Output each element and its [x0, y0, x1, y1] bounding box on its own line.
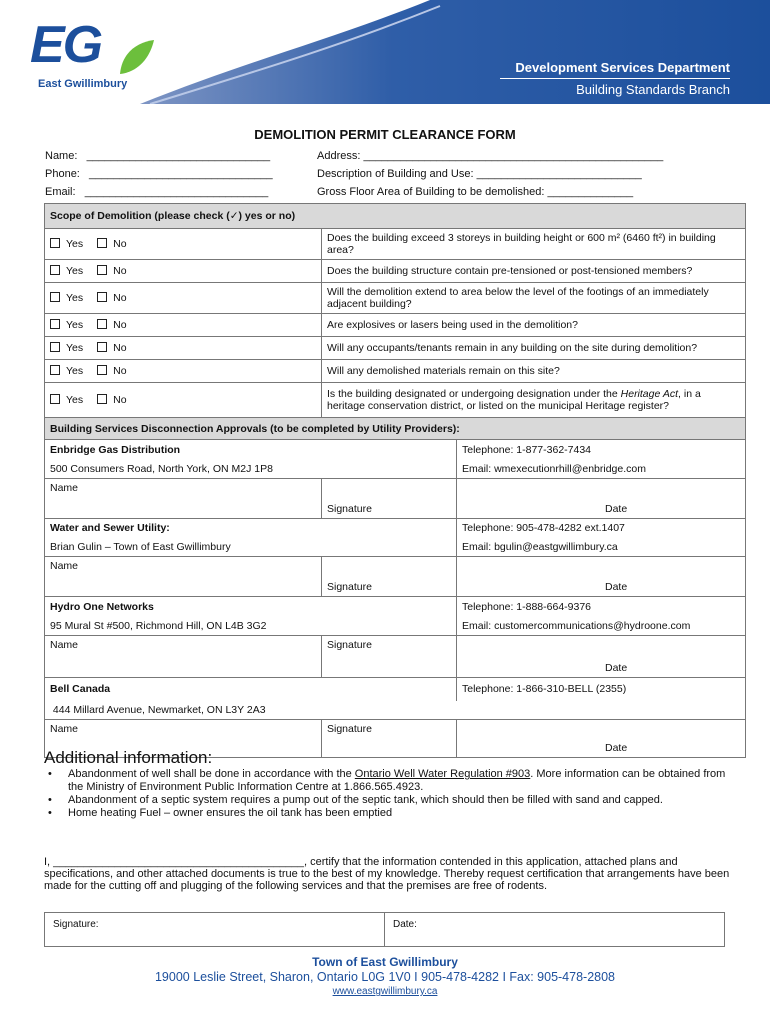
footer-town: Town of East Gwillimbury — [312, 955, 458, 969]
logo-letters: EG — [30, 16, 102, 74]
provider-name: Enbridge Gas Distribution — [45, 440, 457, 460]
provider-address: Brian Gulin – Town of East Gwillimbury — [45, 538, 457, 557]
utility-date-field[interactable]: Date — [457, 478, 746, 518]
scope-question: Will the demolition extend to area below the level of the footings of an immediately adjacent building? — [322, 283, 746, 314]
utility-signature-field[interactable]: Signature — [322, 557, 457, 597]
provider-phone: Telephone: 1-877-362-7434 — [457, 440, 746, 460]
provider-name: Water and Sewer Utility: — [45, 518, 457, 538]
provider-email: Email: wmexecutionrhill@enbridge.com — [457, 460, 746, 479]
date-field[interactable]: Date: — [393, 919, 417, 930]
utility-date-field[interactable]: Date — [457, 557, 746, 597]
utility-sign-row — [45, 635, 746, 677]
provider-email: Email: bgulin@eastgwillimbury.ca — [457, 538, 746, 557]
yes-no-choice: Yes No — [45, 229, 322, 260]
yes-no-choice: Yes No — [45, 260, 322, 283]
department-title: Development Services Department — [515, 60, 730, 75]
address-field[interactable]: Address: _________________________________________________ — [317, 150, 664, 162]
provider-phone: Telephone: 905-478-4282 ext.1407 — [457, 518, 746, 538]
yes-no-choice: Yes No — [45, 314, 322, 337]
scope-row — [45, 360, 746, 383]
no-checkbox[interactable] — [97, 365, 107, 375]
no-checkbox[interactable] — [97, 265, 107, 275]
scope-row — [45, 314, 746, 337]
utility-row — [45, 677, 746, 701]
utilities-heading: Building Services Disconnection Approvals (to be completed by Utility Providers): — [45, 418, 746, 440]
utility-name-field[interactable]: Name — [45, 635, 322, 677]
utility-row — [45, 538, 746, 557]
scope-question: Are explosives or lasers being used in the demolition? — [322, 314, 746, 337]
no-checkbox[interactable] — [97, 394, 107, 404]
additional-info-title: Additional information: — [44, 748, 213, 767]
provider-name: Hydro One Networks — [45, 597, 457, 617]
additional-info-list — [48, 768, 738, 820]
scope-row — [45, 260, 746, 283]
email-field[interactable]: Email: ______________________________ — [45, 186, 269, 198]
yes-checkbox[interactable] — [50, 238, 60, 248]
footer-website-link[interactable]: www.eastgwillimbury.ca — [332, 986, 438, 997]
name-field[interactable]: Name: ______________________________ — [45, 150, 271, 162]
leaf-icon — [116, 38, 156, 78]
utility-row — [45, 518, 746, 538]
regulation-link[interactable]: Ontario Well Water Regulation #903 — [354, 768, 531, 780]
yes-checkbox[interactable] — [50, 365, 60, 375]
utility-row — [45, 597, 746, 617]
provider-address: 500 Consumers Road, North York, ON M2J 1P8 — [45, 460, 457, 479]
list-item: • Abandonment of a septic system requires a pump out of the septic tank, which should then be filled with sand and capped. — [48, 794, 738, 807]
scope-question-heritage: Is the building designated or undergoing designation under the Heritage Act, in a heritage conservation district, or listed on the municipal Heritage register? — [322, 383, 746, 418]
list-item: • Home heating Fuel – owner ensures the oil tank has been emptied — [48, 807, 738, 820]
clearance-table — [44, 203, 746, 758]
utility-date-field[interactable]: Date — [457, 720, 746, 758]
yes-no-choice: Yes No — [45, 383, 322, 418]
provider-address: 444 Millard Avenue, Newmarket, ON L3Y 2A3 — [45, 701, 746, 720]
utility-name-field[interactable]: Name — [45, 720, 322, 758]
yes-checkbox[interactable] — [50, 342, 60, 352]
yes-no-choice: Yes No — [45, 337, 322, 360]
yes-checkbox[interactable] — [50, 319, 60, 329]
list-item: • Abandonment of well shall be done in accordance with the Ontario Well Water Regulation #903. More information can be obtained from the Ministry of Environment Public Information Centre at 1.866.565.4923. — [48, 768, 738, 794]
scope-heading: Scope of Demolition (please check (✓) yes or no) — [45, 204, 746, 229]
form-title: DEMOLITION PERMIT CLEARANCE FORM — [254, 127, 516, 142]
scope-question: Will any occupants/tenants remain in any building on the site during demolition? — [322, 337, 746, 360]
yes-no-choice: Yes No — [45, 360, 322, 383]
utility-sign-row — [45, 478, 746, 518]
utility-signature-field[interactable]: Signature — [322, 478, 457, 518]
phone-field[interactable]: Phone: ______________________________ — [45, 168, 273, 180]
provider-name: Bell Canada — [45, 677, 457, 701]
utility-row — [45, 460, 746, 479]
certification-signature-box — [44, 912, 725, 947]
yes-checkbox[interactable] — [50, 265, 60, 275]
description-field[interactable]: Description of Building and Use: ___________________________ — [317, 168, 642, 180]
certification-text: I, _________________________________________, certify that the information contended in this application, attached plans and specifications, and other attached documents is true to the best of my knowledge. Thereby request certification that arrangements have been made for the cutting off and plugging of the following services and that the premises are free of rodents. — [44, 856, 730, 892]
utility-row — [45, 617, 746, 636]
signature-field[interactable]: Signature: — [45, 913, 385, 946]
utility-signature-field[interactable]: Signature — [322, 720, 457, 758]
utility-date-field[interactable]: Date — [457, 635, 746, 677]
scope-question: Does the building exceed 3 storeys in building height or 600 m² (6460 ft²) in building area? — [322, 229, 746, 260]
scope-row — [45, 337, 746, 360]
branch-title: Building Standards Branch — [576, 82, 730, 97]
provider-address: 95 Mural St #500, Richmond Hill, ON L4B 3G2 — [45, 617, 457, 636]
no-checkbox[interactable] — [97, 319, 107, 329]
utility-sign-row — [45, 557, 746, 597]
yes-checkbox[interactable] — [50, 292, 60, 302]
no-checkbox[interactable] — [97, 292, 107, 302]
yes-checkbox[interactable] — [50, 394, 60, 404]
utility-row — [45, 440, 746, 460]
no-checkbox[interactable] — [97, 238, 107, 248]
utility-signature-field[interactable]: Signature — [322, 635, 457, 677]
scope-row — [45, 229, 746, 260]
scope-row — [45, 283, 746, 314]
yes-no-choice: Yes No — [45, 283, 322, 314]
provider-phone: Telephone: 1-866-310-BELL (2355) — [457, 677, 746, 701]
footer-address: 19000 Leslie Street, Sharon, Ontario L0G 1V0 I 905-478-4282 I Fax: 905-478-2808 — [154, 970, 616, 984]
scope-row — [45, 383, 746, 418]
utility-name-field[interactable]: Name — [45, 557, 322, 597]
scope-question: Will any demolished materials remain on this site? — [322, 360, 746, 383]
page-header — [0, 0, 770, 110]
scope-question: Does the building structure contain pre-tensioned or post-tensioned members? — [322, 260, 746, 283]
town-logo — [24, 16, 164, 96]
provider-phone: Telephone: 1-888-664-9376 — [457, 597, 746, 617]
utility-name-field[interactable]: Name — [45, 478, 322, 518]
header-divider — [500, 78, 730, 79]
utility-row — [45, 701, 746, 720]
no-checkbox[interactable] — [97, 342, 107, 352]
gross-floor-area-field[interactable]: Gross Floor Area of Building to be demolished: ______________ — [317, 186, 634, 198]
provider-email: Email: customercommunications@hydroone.com — [457, 617, 746, 636]
logo-subtitle: East Gwillimbury — [38, 78, 128, 90]
